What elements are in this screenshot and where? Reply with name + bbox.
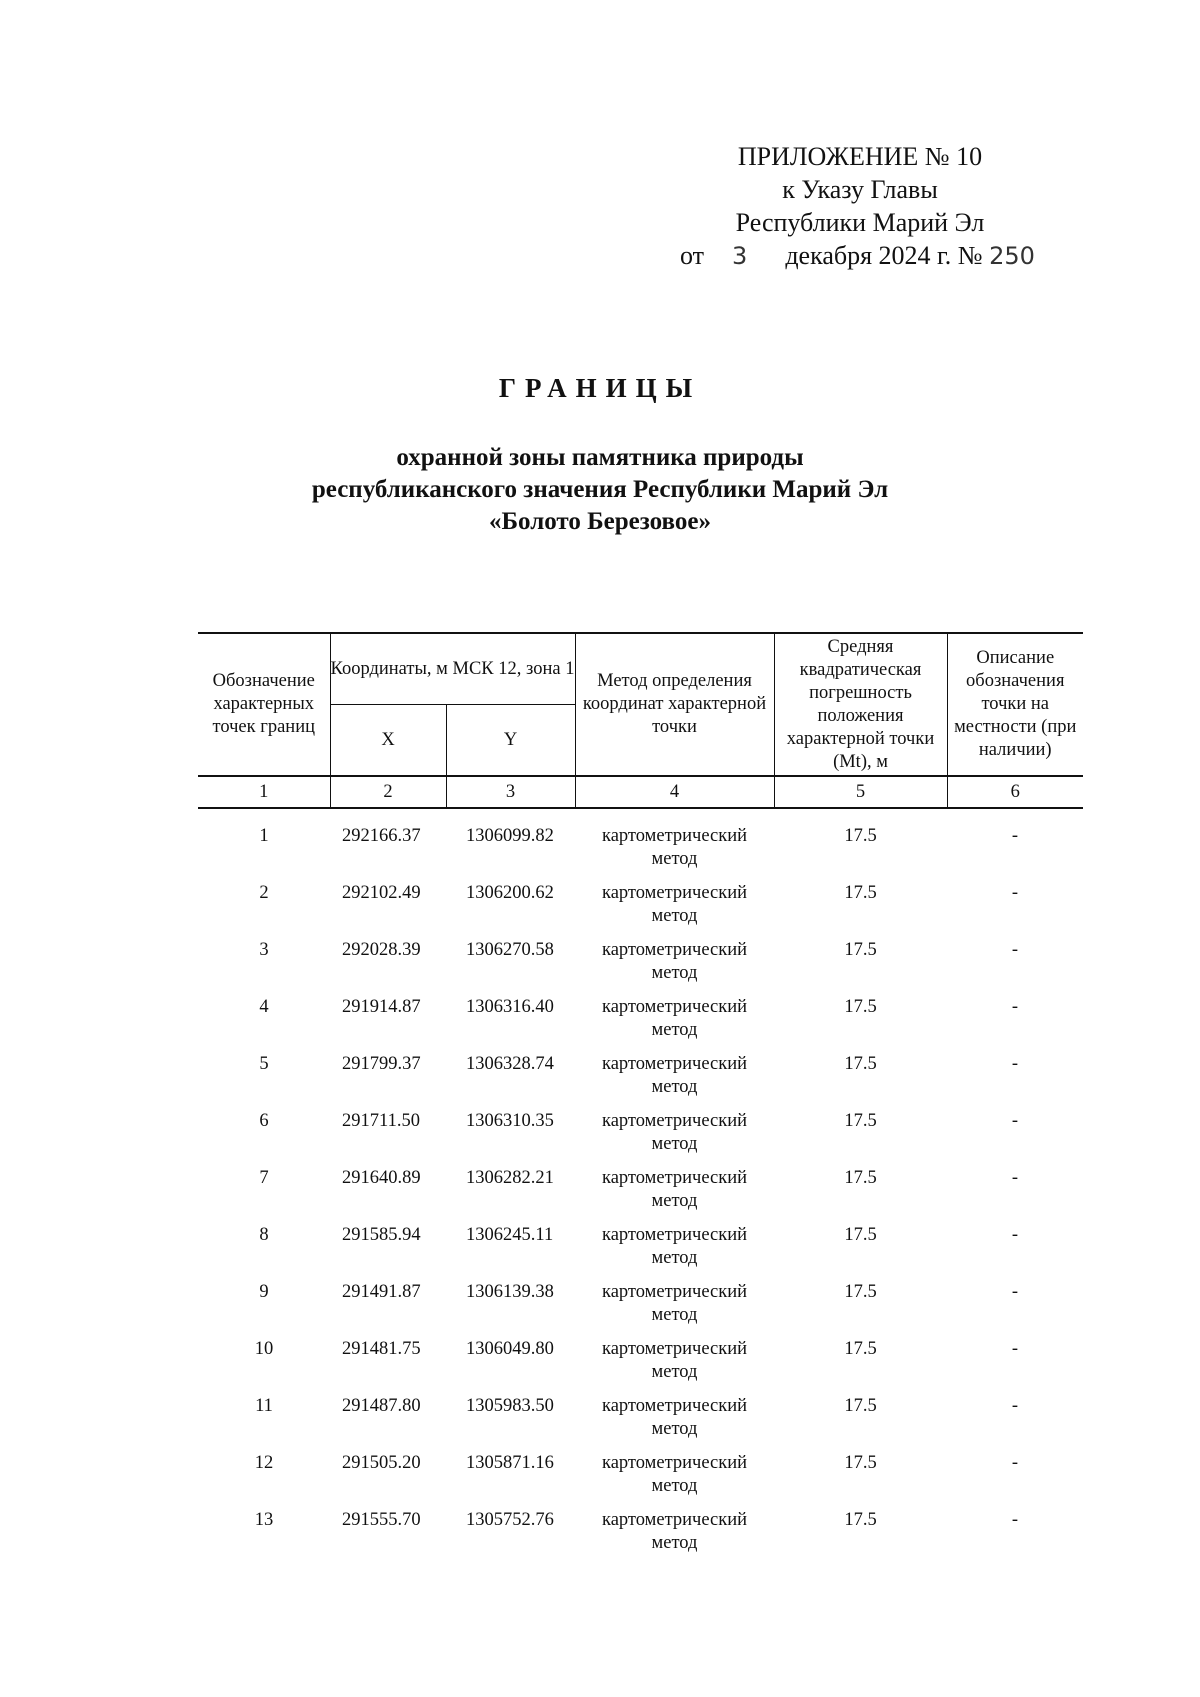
table-row [198, 996, 1083, 1053]
coord-y: 1306099.82 [466, 826, 554, 846]
point-number: 6 [259, 1111, 269, 1131]
error-value: 17.5 [844, 1396, 877, 1416]
method-line-2: метод [651, 849, 698, 869]
method-cell [575, 1110, 774, 1167]
coord-y: 1306139.38 [466, 1282, 554, 1302]
point-number: 2 [259, 883, 269, 903]
method-cell [575, 1167, 774, 1224]
method-cell [575, 1281, 774, 1338]
column-number-2: 2 [330, 776, 446, 808]
table-row [198, 1452, 1083, 1509]
coord-y: 1306282.21 [466, 1168, 554, 1188]
appendix-line-2: к Указу Главы [782, 175, 938, 204]
point-number: 10 [254, 1339, 274, 1359]
subtitle-line-1: охранной зоны памятника природы [396, 444, 804, 471]
method-line-1: картометрический [601, 1510, 748, 1530]
method-line-2: метод [651, 1248, 698, 1268]
method-cell [575, 996, 774, 1053]
appendix-line-3: Республики Марий Эл [735, 208, 985, 237]
table-row [198, 1167, 1083, 1224]
table-body [198, 808, 1083, 1566]
coord-y: 1305752.76 [466, 1510, 554, 1530]
table-row [198, 1395, 1083, 1452]
description: - [1011, 1282, 1019, 1302]
error-value: 17.5 [844, 1225, 877, 1245]
error-value: 17.5 [844, 1111, 877, 1131]
coord-x: 291711.50 [342, 1111, 420, 1131]
description: - [1011, 1054, 1019, 1074]
header-x: X [330, 705, 446, 777]
coord-y: 1306328.74 [466, 1054, 554, 1074]
table-row [198, 808, 1083, 882]
coordinates-table [198, 632, 1083, 1566]
subtitle-line-2: республиканского значения Республики Марий Эл [311, 476, 889, 503]
method-line-1: картометрический [601, 1111, 748, 1131]
error-value: 17.5 [844, 1510, 877, 1530]
point-number: 11 [255, 1396, 273, 1416]
coord-x: 291487.80 [342, 1396, 421, 1416]
point-number: 12 [254, 1453, 274, 1473]
point-number: 8 [259, 1225, 269, 1245]
appendix-title: ПРИЛОЖЕНИЕ № 10 [737, 142, 983, 171]
table-row [198, 1224, 1083, 1281]
column-number-6: 6 [947, 776, 1083, 808]
method-line-2: метод [651, 1077, 698, 1097]
method-line-1: картометрический [601, 1054, 748, 1074]
error-value: 17.5 [844, 1339, 877, 1359]
method-line-2: метод [651, 1419, 698, 1439]
error-value: 17.5 [844, 1282, 877, 1302]
method-line-1: картометрический [601, 940, 748, 960]
description: - [1011, 826, 1019, 846]
error-value: 17.5 [844, 826, 877, 846]
error-value: 17.5 [844, 940, 877, 960]
method-line-1: картометрический [601, 1453, 748, 1473]
coord-y: 1306200.62 [466, 883, 554, 903]
method-cell [575, 1452, 774, 1509]
header-y: Y [446, 705, 575, 777]
method-line-1: картометрический [601, 1396, 748, 1416]
point-number: 3 [259, 940, 269, 960]
description: - [1011, 1168, 1019, 1188]
coord-y: 1306310.35 [466, 1111, 554, 1131]
coord-x: 292102.49 [342, 883, 421, 903]
method-line-2: метод [651, 1305, 698, 1325]
table-row [198, 1053, 1083, 1110]
document-subtitle [0, 442, 1200, 538]
method-line-1: картометрический [601, 997, 748, 1017]
method-cell [575, 1338, 774, 1395]
error-value: 17.5 [844, 1054, 877, 1074]
coord-x: 291491.87 [342, 1282, 421, 1302]
method-cell [575, 1053, 774, 1110]
description: - [1011, 997, 1019, 1017]
header-coordinates: Координаты, м МСК 12, зона 1 [330, 633, 575, 705]
description: - [1011, 883, 1019, 903]
method-line-1: картометрический [601, 826, 748, 846]
coord-x: 291585.94 [342, 1225, 421, 1245]
coord-x: 291799.37 [342, 1054, 421, 1074]
method-cell [575, 939, 774, 996]
date-day: 3 [732, 242, 748, 270]
point-number: 7 [259, 1168, 269, 1188]
method-line-1: картометрический [601, 1168, 748, 1188]
description: - [1011, 1396, 1019, 1416]
document-title: ГРАНИЦЫ [498, 373, 702, 403]
error-value: 17.5 [844, 1168, 877, 1188]
coord-x: 291555.70 [342, 1510, 421, 1530]
coord-x: 291481.75 [342, 1339, 421, 1359]
date-text: декабря 2024 г. № [785, 241, 983, 270]
coord-x: 291640.89 [342, 1168, 421, 1188]
method-line-1: картометрический [601, 1339, 748, 1359]
table-row [198, 882, 1083, 939]
column-number-1: 1 [198, 776, 330, 808]
error-value: 17.5 [844, 883, 877, 903]
description: - [1011, 1339, 1019, 1359]
point-number: 4 [259, 997, 269, 1017]
method-line-2: метод [651, 1533, 698, 1553]
method-cell [575, 882, 774, 939]
appendix-block [640, 140, 1080, 273]
method-cell [575, 1509, 774, 1566]
method-line-2: метод [651, 1020, 698, 1040]
description: - [1011, 1453, 1019, 1473]
coord-y: 1306049.80 [466, 1339, 554, 1359]
point-number: 5 [259, 1054, 269, 1074]
method-line-1: картометрический [601, 883, 748, 903]
date-prefix: от [680, 241, 705, 270]
table-row [198, 939, 1083, 996]
coord-y: 1306316.40 [466, 997, 554, 1017]
error-value: 17.5 [844, 997, 877, 1017]
table-row [198, 1281, 1083, 1338]
point-number: 13 [254, 1510, 274, 1530]
method-cell [575, 808, 774, 882]
table-row [198, 1110, 1083, 1167]
subtitle-line-3: «Болото Березовое» [489, 508, 711, 535]
column-number-5: 5 [774, 776, 947, 808]
method-line-2: метод [651, 906, 698, 926]
header-description: Описание обозначения точки на местности (при наличии) [947, 633, 1083, 776]
coord-x: 291914.87 [342, 997, 421, 1017]
column-number-3: 3 [446, 776, 575, 808]
method-cell [575, 1224, 774, 1281]
appendix-date-line [640, 239, 1080, 273]
description: - [1011, 940, 1019, 960]
description: - [1011, 1111, 1019, 1131]
column-number-4: 4 [575, 776, 774, 808]
coord-y: 1305983.50 [466, 1396, 554, 1416]
header-method: Метод определения координат характерной точки [575, 633, 774, 776]
method-line-1: картометрический [601, 1225, 748, 1245]
coord-y: 1306270.58 [466, 940, 554, 960]
method-line-2: метод [651, 1191, 698, 1211]
coord-x: 292166.37 [342, 826, 421, 846]
description: - [1011, 1225, 1019, 1245]
coord-x: 291505.20 [342, 1453, 421, 1473]
table-row [198, 1509, 1083, 1566]
method-cell [575, 1395, 774, 1452]
method-line-2: метод [651, 1362, 698, 1382]
method-line-2: метод [651, 963, 698, 983]
header-point: Обозначение характерных точек границ [198, 633, 330, 776]
coord-x: 292028.39 [342, 940, 421, 960]
method-line-2: метод [651, 1134, 698, 1154]
coord-y: 1305871.16 [466, 1453, 554, 1473]
header-error: Средняя квадратическая погрешность положения характерной точки (Mt), м [774, 633, 947, 776]
coord-y: 1306245.11 [466, 1225, 554, 1245]
decree-number: 250 [989, 242, 1035, 270]
method-line-1: картометрический [601, 1282, 748, 1302]
description: - [1011, 1510, 1019, 1530]
point-number: 1 [259, 826, 269, 846]
point-number: 9 [259, 1282, 269, 1302]
table-row [198, 1338, 1083, 1395]
error-value: 17.5 [844, 1453, 877, 1473]
method-line-2: метод [651, 1476, 698, 1496]
